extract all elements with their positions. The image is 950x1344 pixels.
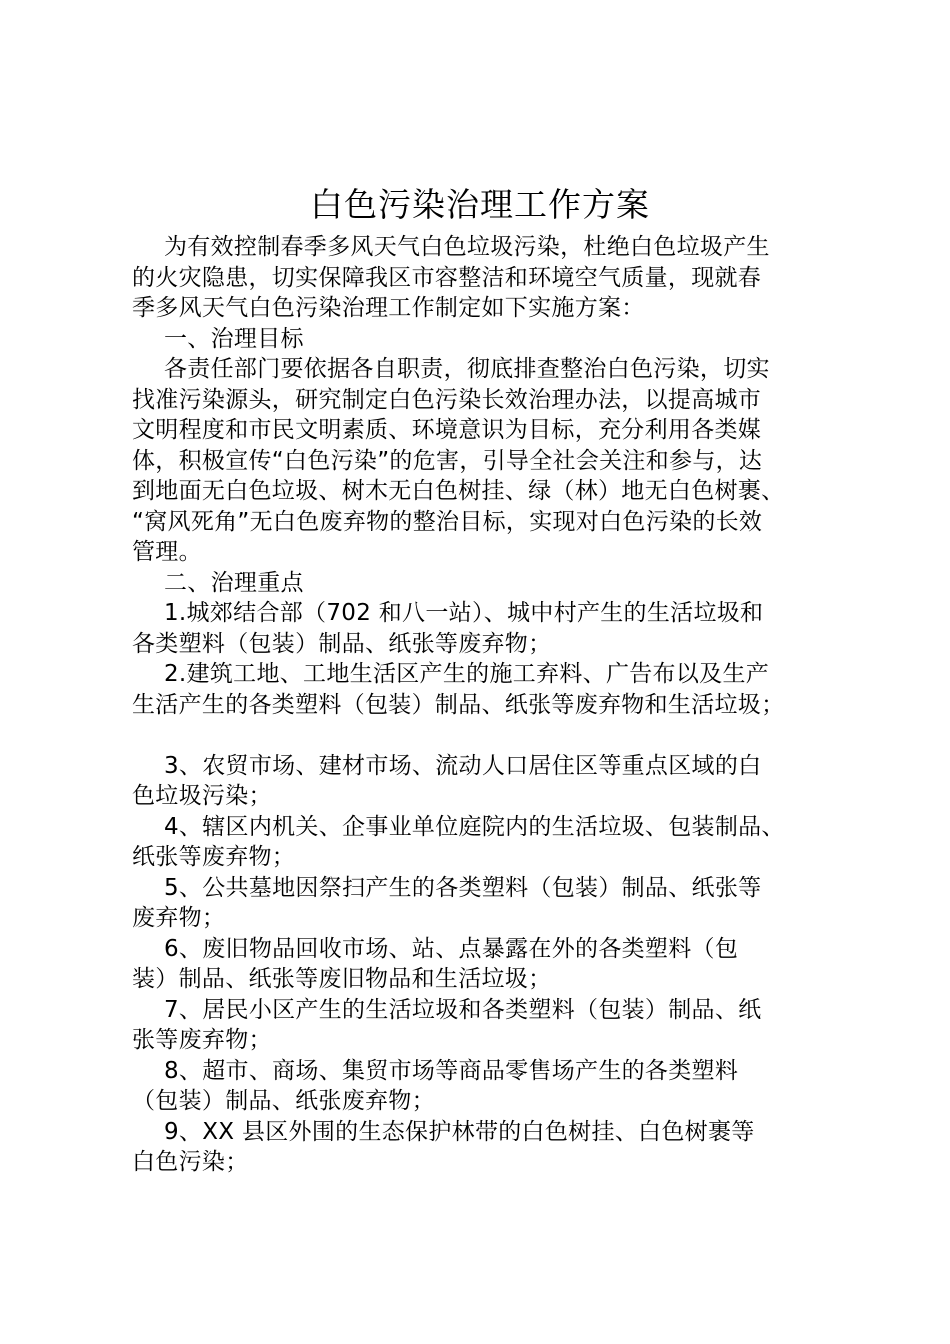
goals-line: 管理。	[132, 539, 202, 565]
focus-item-line: 3、农贸市场、建材市场、流动人口居住区等重点区域的白	[164, 752, 762, 779]
focus-item-line: 废弃物；	[132, 905, 226, 931]
focus-item-line: 白色污染；	[132, 1149, 249, 1175]
focus-item-line: 生活产生的各类塑料（包装）制品、纸张等废弃物和生活垃圾；	[132, 691, 785, 718]
focus-item-line: 9、XX 县区外围的生态保护林带的白色树挂、白色树裹等	[164, 1118, 755, 1145]
focus-item-line: 8、超市、商场、集贸市场等商品零售场产生的各类塑料	[164, 1057, 739, 1084]
focus-item-line: 7、居民小区产生的生活垃圾和各类塑料（包装）制品、纸	[164, 996, 762, 1023]
focus-item-line: 纸张等废弃物；	[132, 844, 296, 870]
goals-line: 文明程度和市民文明素质、环境意识为目标，充分利用各类媒	[132, 417, 762, 443]
goals-line: 找准污染源头，研究制定白色污染长效治理办法，以提高城市	[132, 386, 762, 413]
section-heading-focus: 二、治理重点	[164, 569, 304, 596]
focus-item-line: 5、公共墓地因祭扫产生的各类塑料（包装）制品、纸张等	[164, 874, 762, 901]
document-body	[132, 232, 852, 1178]
document-title: 白色污染治理工作方案	[310, 185, 650, 224]
section-heading-goals: 一、治理目标	[164, 325, 304, 352]
focus-item-line: 6、废旧物品回收市场、站、点暴露在外的各类塑料（包	[164, 935, 739, 962]
blank-line	[132, 720, 852, 751]
goals-line: “窝风死角”无白色废弃物的整治目标，实现对白色污染的长效	[132, 508, 763, 535]
focus-item-line: 张等废弃物；	[132, 1027, 272, 1053]
intro-line: 为有效控制春季多风天气白色垃圾污染，杜绝白色垃圾产生	[164, 234, 770, 260]
intro-line: 季多风天气白色污染治理工作制定如下实施方案：	[132, 295, 645, 321]
focus-item-line: 各类塑料（包装）制品、纸张等废弃物；	[132, 630, 552, 657]
focus-item-line: 4、辖区内机关、企事业单位庭院内的生活垃圾、包装制品、	[164, 813, 785, 840]
intro-line: 的火灾隐患，切实保障我区市容整洁和环境空气质量，现就春	[132, 264, 762, 291]
goals-line: 体，积极宣传“白色污染”的危害，引导全社会关注和参与，达	[132, 447, 763, 474]
goals-line: 各责任部门要依据各自职责，彻底排查整治白色污染，切实	[164, 356, 770, 382]
focus-item-line: 1.城郊结合部（702 和八一站）、城中村产生的生活垃圾和	[164, 600, 764, 626]
focus-item-line: 2.建筑工地、工地生活区产生的施工弃料、广告布以及生产	[164, 661, 770, 687]
focus-item-line: （包装）制品、纸张废弃物；	[132, 1088, 435, 1114]
goals-line: 到地面无白色垃圾、树木无白色树挂、绿（林）地无白色树裹、	[132, 478, 785, 504]
focus-item-line: 装）制品、纸张等废旧物品和生活垃圾；	[132, 966, 552, 992]
focus-item-line: 色垃圾污染；	[132, 783, 272, 809]
